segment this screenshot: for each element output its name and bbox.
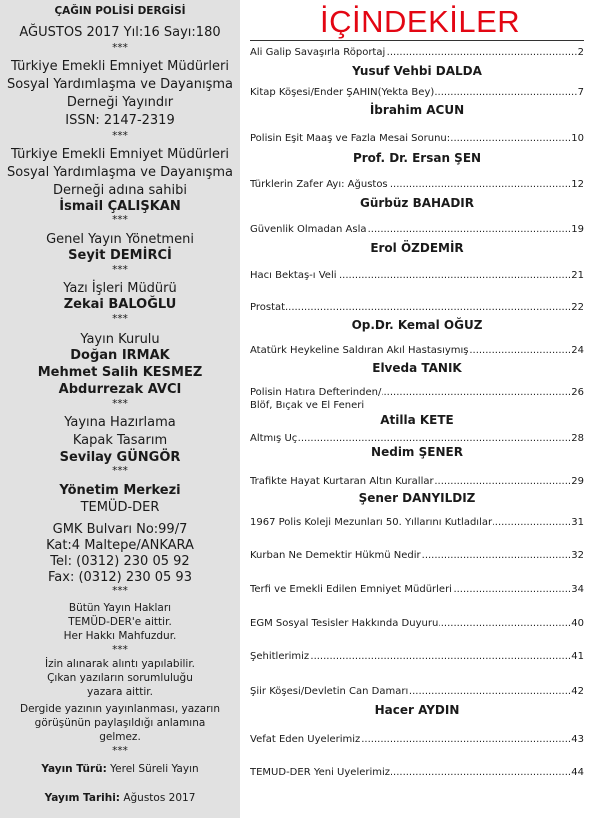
separator: *** — [112, 644, 128, 656]
toc-entry-title: Ali Galip Savaşırla Röportaj — [250, 47, 386, 58]
phone: Tel: (0312) 230 05 92 — [50, 554, 190, 569]
publication-type-label: Yayın Türü: — [41, 763, 107, 775]
board-label: Yayın Kurulu — [80, 332, 160, 347]
toc-entry-title: 1967 Polis Koleji Mezunları 50. Yıllarını Kutladılar — [250, 517, 493, 528]
toc-entry-title: Hacı Bektaş-ı Veli — [250, 270, 337, 281]
toc-entry-page: 26 — [571, 387, 584, 398]
toc-entry-title: Kurban Ne Demektir Hükmü Nedir — [250, 550, 421, 561]
publication-type-value: Yerel Süreli Yayın — [106, 763, 199, 775]
toc-entry[interactable] — [250, 686, 584, 698]
toc-entry-title: Şiir Köşesi/Devletin Can Damarı — [250, 686, 409, 697]
toc-entry-title: Güvenlik Olmadan Asla — [250, 224, 367, 235]
separator: *** — [112, 313, 128, 325]
toc-entry[interactable] — [250, 584, 584, 596]
publication-date-value: Ağustos 2017 — [120, 792, 196, 804]
fax: Fax: (0312) 230 05 93 — [48, 570, 192, 585]
policy-line: görüşünün paylaşıldığı anlamına — [34, 717, 206, 729]
toc-entry-page: 2 — [577, 47, 584, 58]
separator: *** — [112, 214, 128, 226]
toc-entry-page: 22 — [571, 302, 584, 313]
toc-entry-author: Atilla KETE — [380, 413, 454, 427]
toc-title: İÇİNDEKİLER — [320, 4, 521, 39]
toc-entry[interactable] — [250, 270, 584, 282]
toc-entry-title: Prostat — [250, 302, 286, 313]
editor-name: Zekai BALOĞLU — [63, 297, 177, 312]
toc-entry[interactable] — [250, 387, 584, 399]
toc-entry-author: İbrahim ACUN — [369, 103, 465, 117]
toc-entry-page: 32 — [571, 550, 584, 561]
toc-entry-author: Op.Dr. Kemal OĞUZ — [351, 318, 483, 332]
separator: *** — [112, 264, 128, 276]
toc-entry-page: 31 — [571, 517, 584, 528]
toc-entry-title: EGM Sosyal Tesisler Hakkında Duyuru — [250, 618, 439, 629]
toc-entry-author: Hacer AYDIN — [374, 703, 460, 717]
publication-date-label: Yayım Tarihi: — [44, 792, 120, 804]
separator: *** — [112, 465, 128, 477]
toc-entry-page: 7 — [577, 87, 584, 98]
owner2-line: Derneği adına sahibi — [53, 183, 187, 198]
toc-entry[interactable] — [250, 651, 584, 663]
toc-entry-title: Kitap Köşesi/Ender ŞAHİN(Yekta Bey) — [250, 87, 435, 98]
owner-line: Türkiye Emekli Emniyet Müdürleri — [11, 59, 229, 74]
toc-entry[interactable] — [250, 550, 584, 562]
board-member: Doğan IRMAK — [70, 348, 170, 363]
quote-line: yazara aittir. — [87, 686, 153, 698]
quote-line: Çıkan yazıların sorumluluğu — [47, 672, 193, 684]
toc-entry-page: 21 — [571, 270, 584, 281]
address-line: GMK Bulvarı No:99/7 — [52, 522, 188, 537]
toc-entry-title: Altmış Üç — [250, 433, 298, 444]
toc-entry-page: 40 — [571, 618, 584, 629]
quote-line: İzin alınarak alıntı yapılabilir. — [44, 658, 196, 670]
publication-type — [0, 764, 240, 776]
toc-entry-title: TEMÜD-DER Yeni Üyelerimiz — [250, 767, 391, 778]
toc-entry-title: Terfi ve Emekli Edilen Emniyet Müdürleri — [250, 584, 452, 595]
owner-line: Sosyal Yardımlaşma ve Dayanışma — [7, 77, 233, 92]
separator: *** — [112, 42, 128, 54]
toc-entry[interactable] — [250, 224, 584, 236]
policy-line: Dergide yazının yayınlanması, yazarın — [19, 703, 220, 715]
toc-entry-page: 44 — [571, 767, 584, 778]
toc-entry[interactable] — [250, 302, 584, 314]
toc-entry[interactable] — [250, 517, 584, 529]
prep-label: Kapak Tasarım — [72, 433, 168, 448]
toc-entry[interactable] — [250, 476, 584, 488]
toc-entry-page: 34 — [571, 584, 584, 595]
toc-entry-page: 10 — [571, 133, 584, 144]
rights-line: Her Hakkı Mahfuzdur. — [63, 630, 177, 642]
toc-entry-title: Polisin Hatıra Defterinden/ — [250, 387, 382, 398]
toc-entry[interactable] — [250, 47, 584, 59]
rights-line: TEMÜD-DER'e aittir. — [68, 616, 172, 628]
toc-entry[interactable] — [250, 767, 584, 779]
toc-entry-author: Gürbüz BAHADIR — [359, 196, 475, 210]
rights-line: Bütün Yayın Hakları — [68, 602, 172, 614]
board-member: Abdurrezak AVCI — [58, 382, 182, 397]
publication-date — [0, 793, 240, 805]
issue-info: AĞUSTOS 2017 Yıl:16 Sayı:180 — [19, 25, 221, 40]
toc-entry-title: Polisin Eşit Maaş ve Fazla Mesai Sorunu: — [250, 133, 451, 144]
general-manager-name: Seyit DEMİRCİ — [68, 248, 172, 263]
owner-line: Derneği Yayındır — [66, 95, 174, 110]
owner-name: İsmail ÇALIŞKAN — [59, 199, 181, 214]
toc-entry-author: Şener DANYILDIZ — [358, 491, 476, 505]
toc-entry-page: 41 — [571, 651, 584, 662]
toc-entry-page: 29 — [571, 476, 584, 487]
toc-entry[interactable] — [250, 618, 584, 630]
toc-entry-page: 42 — [571, 686, 584, 697]
toc-entry-title: Trafikte Hayat Kurtaran Altın Kurallar — [250, 476, 434, 487]
toc-entry-page: 19 — [571, 224, 584, 235]
toc-entry-subtitle: Blöf, Bıçak ve El Feneri — [250, 400, 365, 411]
editor-label: Yazı İşleri Müdürü — [63, 281, 177, 296]
toc-entry[interactable] — [250, 179, 584, 191]
issn: ISSN: 2147-2319 — [65, 113, 175, 128]
separator: *** — [112, 745, 128, 757]
toc-entry-title: Vefat Eden Üyelerimiz — [250, 734, 361, 745]
toc-entry[interactable] — [250, 734, 584, 746]
separator: *** — [112, 585, 128, 597]
separator: *** — [112, 398, 128, 410]
toc-entry-title: Türklerin Zafer Ayı: Ağustos — [250, 179, 388, 190]
toc-entry-author: Nedim ŞENER — [371, 445, 463, 459]
board-member: Mehmet Salih KESMEZ — [37, 365, 203, 380]
owner2-line: Türkiye Emekli Emniyet Müdürleri — [11, 147, 229, 162]
toc-entry-page: 24 — [571, 345, 584, 356]
toc-entry[interactable] — [250, 133, 584, 145]
divider — [250, 40, 584, 41]
general-manager-label: Genel Yayın Yönetmeni — [46, 232, 194, 247]
toc-entry-page: 12 — [571, 179, 584, 190]
policy-line: gelmez. — [99, 731, 141, 743]
masthead-sidebar — [0, 0, 240, 818]
toc-entry-author: Yusuf Vehbi DALDA — [352, 64, 482, 78]
address-line: Kat:4 Maltepe/ANKARA — [46, 538, 194, 553]
toc-entry-page: 28 — [571, 433, 584, 444]
magazine-name: ÇAĞIN POLİSİ DERGİSİ — [54, 5, 186, 17]
toc-entry-title: Atatürk Heykeline Saldıran Akıl Hastasıymış — [250, 345, 469, 356]
hq-name: TEMÜD-DER — [80, 500, 160, 515]
toc-entry[interactable] — [250, 345, 584, 357]
owner2-line: Sosyal Yardımlaşma ve Dayanışma — [7, 165, 233, 180]
toc-entry-author: Erol ÖZDEMİR — [370, 241, 464, 255]
hq-label: Yönetim Merkezi — [59, 483, 181, 498]
toc-entry-page: 43 — [571, 734, 584, 745]
separator: *** — [112, 130, 128, 142]
toc-entry-author: Prof. Dr. Ersan ŞEN — [352, 151, 482, 165]
toc-entry[interactable] — [250, 87, 584, 99]
toc-entry-author: Elveda TANIK — [372, 361, 462, 375]
prep-label: Yayına Hazırlama — [64, 415, 176, 430]
toc-entry[interactable] — [250, 433, 584, 445]
toc-entry-title: Şehitlerimiz — [250, 651, 310, 662]
prep-name: Sevilay GÜNGÖR — [59, 450, 181, 465]
